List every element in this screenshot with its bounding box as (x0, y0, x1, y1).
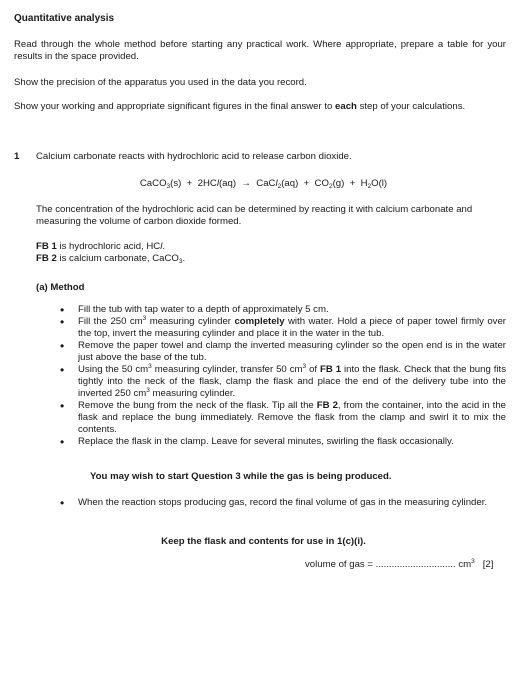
instruction-2: Show the precision of the apparatus you used in the data you record. (14, 77, 307, 88)
instruction-3: Show your working and appropriate significant figures in the final answer to each step of your calculations. (14, 101, 466, 112)
method-step: • Replace the flask in the clamp. Leave for several minutes, swirling the flask occasionally. (60, 436, 506, 448)
instruction-1: Read through the whole method before starting any practical work. Where appropriate, prepare a table for your results in the space provided. (14, 39, 506, 62)
fb1-line: FB 1 is hydrochloric acid, HCl. (36, 241, 166, 252)
method-step: • Fill the tub with tap water to a depth of approximately 5 cm. (60, 304, 506, 316)
answer-blank[interactable]: .............................. (375, 559, 456, 570)
section-heading: Quantitative analysis (14, 13, 115, 24)
answer-label: volume of gas = (305, 559, 373, 570)
final-step-text: When the reaction stops producing gas, record the final volume of gas in the measuring cylinder. (78, 497, 488, 508)
bullet-icon: • (60, 496, 65, 510)
method-step: • Remove the paper towel and clamp the inverted measuring cylinder so the open end is in the water just above the base of the tub. (60, 340, 506, 364)
mark-allocation: [2] (482, 559, 494, 570)
method-step: • Using the 50 $cm^3$ measuring cylinder, transfer 50 $cm^3$ of FB 1 into the flask. Check that the bung fits tightly into the neck of the flask, clamp the flask and place the end of the delivery tube into the inverted 250 $cm^3$ measuring cylinder. (60, 364, 506, 400)
question-number: 1 (14, 151, 20, 162)
keep-flask-note: Keep the flask and contents for use in 1(c)(i). (161, 536, 366, 547)
method-steps (60, 304, 506, 448)
final-method-step (60, 497, 506, 509)
reaction-equation: CaCO$_3$(s) + 2HCl(aq) → CaCl$_2$(aq) + $CO_2(g) + H_2O(l)$ (139, 178, 388, 190)
question-text: Calcium carbonate reacts with hydrochloric acid to release carbon dioxide. (36, 151, 352, 162)
concentration-paragraph: The concentration of the hydrochloric acid can be determined by reacting it with calcium carbonate and measuring the volume of carbon dioxide formed. (36, 204, 473, 227)
method-step: • Remove the bung from the neck of the flask. Tip all the FB 2, from the container, into the acid in the flask and replace the bung immediately. Remove the flask from the clamp and swirl it to mix the contents. (60, 400, 506, 436)
method-step: • Fill the 250 $cm^3$ measuring cylinder completely with water. Hold a piece of paper towel firmly over the top, invert the measuring cylinder and place it in the water in the tub. (60, 316, 506, 340)
answer-unit: $cm^3$ (458, 558, 475, 570)
fb2-line: FB 2 is calcium carbonate, CaCO$_3$. (36, 253, 186, 265)
question3-note: You may wish to start Question 3 while the gas is being produced. (90, 471, 392, 482)
answer-line (305, 559, 493, 571)
part-a-heading: (a) Method (36, 282, 85, 293)
